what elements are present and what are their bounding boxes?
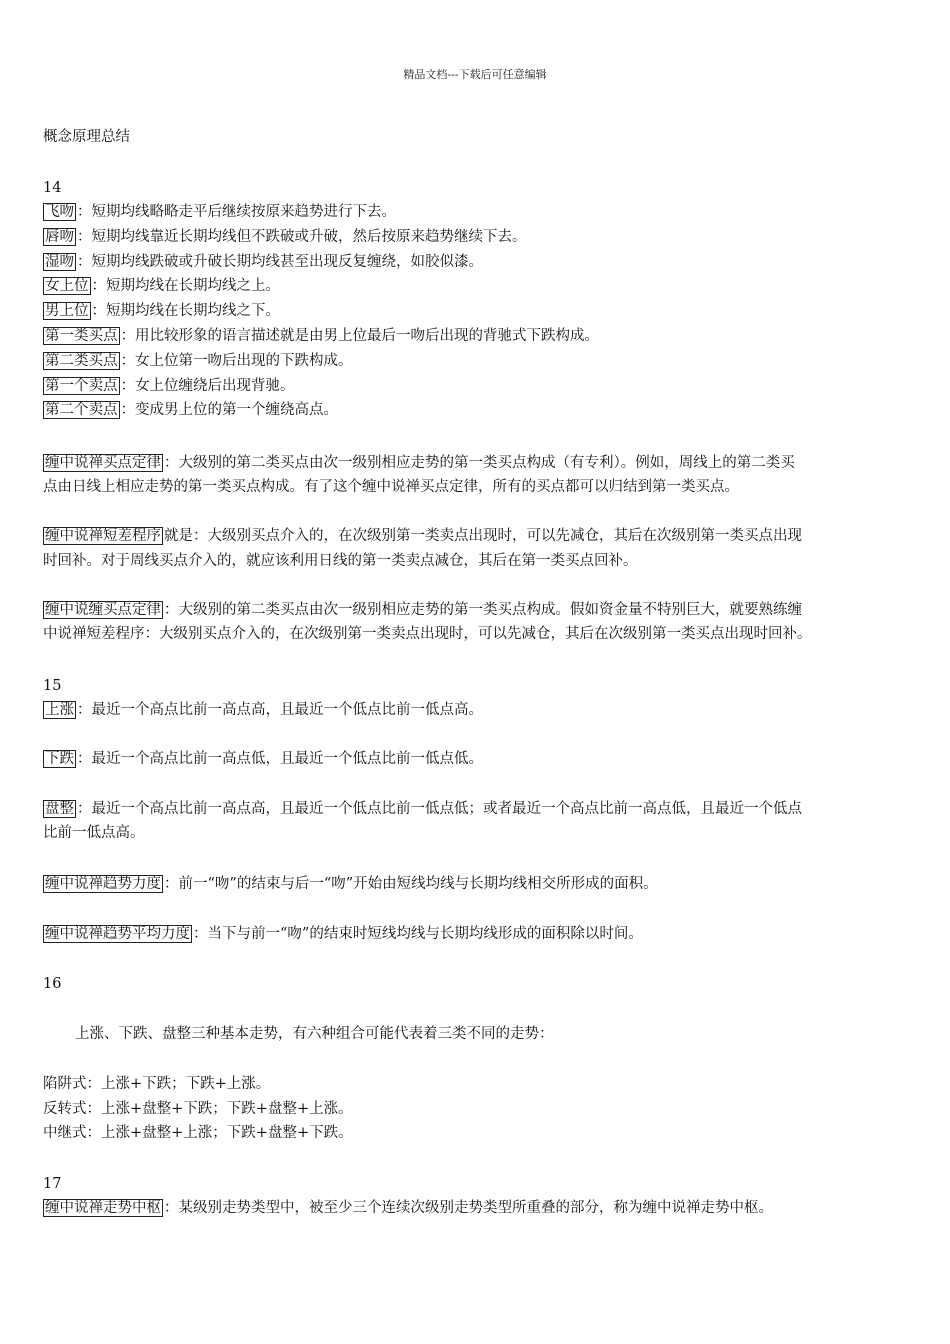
definition-trend-avg-force: 缠中说禅趋势平均力度 ：当下与前一“吻”的结束时短线均线与长期均线形成的面积除以时间。 [45,926,643,942]
definition-buy-point-2: 第二类买点 ：女上位第一吻后出现的下跌构成。 [45,353,353,369]
term-box: 唇吻 [45,229,74,245]
term-box: 下跌 [45,751,74,767]
term-box: 缠中说禅趋势平均力度 [45,926,190,942]
paragraph-buy-law-line2: 点由日线上相应走势的第一类买点构成。有了这个缠中说禅买点定律，所有的买点都可以归结到第一类买点。 [43,479,739,495]
term-box: 缠中说禅趋势力度 [45,876,161,892]
section-number: 16 [43,976,62,992]
term-box: 盘整 [45,801,74,817]
definition-sell-point-2: 第二个卖点 ：变成男上位的第一个缠绕高点。 [45,402,338,418]
definition-shi-wen: 湿吻 ：短期均线跌破或升破长期均线甚至出现反复缠绕，如胶似漆。 [45,254,483,270]
term-box: 上涨 [45,702,74,718]
term-box: 第二类买点 [45,353,118,369]
section-number: 15 [43,678,62,694]
definition-pivot: 缠中说禅走势中枢 ：某级别走势类型中，被至少三个连续次级别走势类型所重叠的部分，称为缠中说禅走势中枢。 [45,1200,773,1216]
page-header: 精品文档---下载后可任意编辑 [403,68,547,81]
paragraph-short-diff-line2: 时回补。对于周线买点介入的，就应该利用日线的第一类卖点减仓，其后在第一类买点回补。 [43,553,638,569]
paragraph-short-diff-line1: 缠中说禅短差程序 就是：大级别买点介入的，在次级别第一类卖点出现时，可以先减仓，其后在次级别第一类买点出现 [45,528,802,544]
paragraph-buy-law-line1: 缠中说禅买点定律 ：大级别的第二类买点由次一级别相应走势的第一类买点构成（有专利）。例如，周线上的第二类买 [45,455,795,471]
combo-reversal: 反转式：上涨+盘整+下跌；下跌+盘整+上涨。 [43,1101,353,1117]
term-box: 缠中说禅短差程序 [45,528,161,544]
definition-chun-wen: 唇吻 ：短期均线靠近长期均线但不跌破或升破，然后按原来趋势继续下去。 [45,229,527,245]
definition-range-line1: 盘整 ：最近一个高点比前一高点高，且最近一个低点比前一低点低；或者最近一个高点比前一高点低，且最近一个低点 [45,801,802,817]
term-box: 男上位 [45,303,89,319]
term-box: 第一类买点 [45,328,118,344]
term-box: 缠中说缠买点定律 [45,602,161,618]
definition-nan-shang-wei: 男上位 ：短期均线在长期均线之下。 [45,303,280,319]
paragraph-buy-law-2-line2: 中说禅短差程序：大级别买点介入的，在次级别第一类卖点出现时，可以先减仓，其后在次级别第一类买点出现时回补。 [43,626,812,642]
definition-range-line2: 比前一低点高。 [43,825,145,841]
combo-relay: 中继式：上涨+盘整+上涨；下跌+盘整+下跌。 [43,1125,353,1141]
definition-nv-shang-wei: 女上位 ：短期均线在长期均线之上。 [45,278,280,294]
definition-fei-wen: 飞吻 ：短期均线略略走平后继续按原来趋势进行下去。 [45,204,396,220]
term-box: 缠中说禅走势中枢 [45,1200,161,1216]
combo-intro: 上涨、下跌、盘整三种基本走势，有六种组合可能代表着三类不同的走势： [75,1026,554,1042]
doc-title: 概念原理总结 [43,129,130,145]
term-box: 第二个卖点 [45,402,118,418]
definition-up: 上涨 ：最近一个高点比前一高点高，且最近一个低点比前一低点高。 [45,702,483,718]
term-box: 女上位 [45,278,89,294]
definition-sell-point-1: 第一个卖点 ：女上位缠绕后出现背驰。 [45,378,295,394]
paragraph-buy-law-2-line1: 缠中说缠买点定律 ：大级别的第二类买点由次一级别相应走势的第一类买点构成。假如资金量不特别巨大，就要熟练缠 [45,602,802,618]
term-box: 飞吻 [45,204,74,220]
definition-trend-force: 缠中说禅趋势力度 ：前一“吻”的结束与后一“吻”开始由短线均线与长期均线相交所形成的面积。 [45,876,658,892]
term-box: 第一个卖点 [45,378,118,394]
term-box: 湿吻 [45,254,74,270]
definition-buy-point-1: 第一类买点 ：用比较形象的语言描述就是由男上位最后一吻后出现的背驰式下跌构成。 [45,328,599,344]
definition-down: 下跌 ：最近一个高点比前一高点低，且最近一个低点比前一低点低。 [45,751,483,767]
section-number: 17 [43,1176,62,1192]
section-number: 14 [43,180,62,196]
term-box: 缠中说禅买点定律 [45,455,161,471]
combo-trap: 陷阱式：上涨+下跌；下跌+上涨。 [43,1076,271,1092]
